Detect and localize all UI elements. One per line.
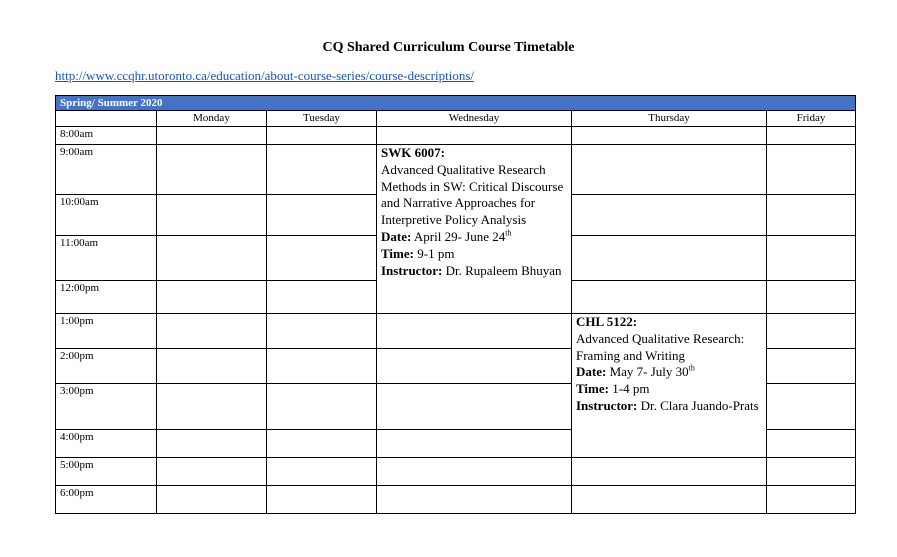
- slot-cell: [267, 195, 377, 236]
- course-name: Advanced Qualitative Research Methods in SW: Critical Discourse and Narrative Approaches for Interpretive Policy Analysis: [381, 161, 564, 228]
- instructor-label: Instructor:: [576, 397, 638, 413]
- time-label: 2:00pm: [56, 349, 157, 384]
- slot-cell: [572, 145, 767, 195]
- slot-cell: [157, 430, 267, 458]
- course-cell-swk6007: [377, 145, 572, 314]
- time-label: 4:00pm: [56, 430, 157, 458]
- time-label: 8:00am: [56, 127, 157, 145]
- course-cell-chl5122: [572, 314, 767, 458]
- slot-cell: [767, 281, 856, 314]
- time-label: 5:00pm: [56, 458, 157, 486]
- slot-cell: [267, 314, 377, 349]
- slot-cell: [157, 384, 267, 430]
- slot-cell: [767, 145, 856, 195]
- course-descriptions-link[interactable]: http://www.ccqhr.utoronto.ca/education/about-course-series/course-descriptions/: [55, 68, 475, 83]
- slot-cell: [767, 349, 856, 384]
- slot-cell: [767, 430, 856, 458]
- slot-cell: [767, 314, 856, 349]
- time-label: 9:00am: [56, 145, 157, 195]
- time-label: 12:00pm: [56, 281, 157, 314]
- slot-cell: [377, 486, 572, 514]
- instructor-value: Dr. Clara Juando-Prats: [640, 397, 759, 413]
- slot-cell: [572, 458, 767, 486]
- slot-cell: [767, 195, 856, 236]
- day-header-monday: Monday: [157, 111, 267, 127]
- date-suffix: th: [688, 364, 695, 374]
- corner-cell: [56, 111, 157, 127]
- slot-cell: [377, 349, 572, 384]
- slot-cell: [377, 430, 572, 458]
- date-suffix: th: [505, 228, 512, 238]
- slot-cell: [572, 236, 767, 281]
- day-header-friday: Friday: [767, 111, 856, 127]
- slot-cell: [157, 236, 267, 281]
- slot-cell: [572, 195, 767, 236]
- date-label: Date:: [576, 364, 607, 380]
- slot-cell: [267, 430, 377, 458]
- time-label: 6:00pm: [56, 486, 157, 514]
- time-label: Time:: [381, 245, 414, 261]
- slot-cell: [157, 281, 267, 314]
- time-label: 1:00pm: [56, 314, 157, 349]
- slot-cell: [267, 145, 377, 195]
- timetable: [55, 95, 856, 514]
- time-label: Time:: [576, 381, 609, 397]
- slot-cell: [767, 486, 856, 514]
- instructor-value: Dr. Rupaleem Bhuyan: [445, 262, 562, 278]
- date-value: May 7- July 30: [609, 364, 689, 380]
- slot-cell: [267, 384, 377, 430]
- slot-cell: [377, 384, 572, 430]
- slot-cell: [572, 127, 767, 145]
- slot-cell: [267, 236, 377, 281]
- time-row: [56, 145, 856, 195]
- time-value: 1-4 pm: [612, 381, 650, 397]
- slot-cell: [157, 127, 267, 145]
- time-label: 10:00am: [56, 195, 157, 236]
- slot-cell: [767, 127, 856, 145]
- day-header-tuesday: Tuesday: [267, 111, 377, 127]
- semester-row: [56, 96, 856, 111]
- time-row: [56, 458, 856, 486]
- slot-cell: [377, 458, 572, 486]
- day-header-row: [56, 111, 856, 127]
- slot-cell: [572, 281, 767, 314]
- slot-cell: [157, 145, 267, 195]
- day-header-thursday: Thursday: [572, 111, 767, 127]
- slot-cell: [157, 486, 267, 514]
- slot-cell: [157, 314, 267, 349]
- slot-cell: [267, 349, 377, 384]
- date-value: April 29- June 24: [413, 228, 506, 244]
- slot-cell: [267, 486, 377, 514]
- slot-cell: [767, 458, 856, 486]
- time-row: [56, 486, 856, 514]
- time-row: [56, 314, 856, 349]
- day-header-wednesday: Wednesday: [377, 111, 572, 127]
- slot-cell: [267, 127, 377, 145]
- document-title: CQ Shared Curriculum Course Timetable: [322, 40, 575, 55]
- time-row: [56, 127, 856, 145]
- slot-cell: [572, 486, 767, 514]
- date-label: Date:: [381, 228, 412, 244]
- instructor-label: Instructor:: [381, 262, 443, 278]
- course-code: CHL 5122:: [576, 314, 638, 329]
- slot-cell: [157, 195, 267, 236]
- semester-label: Spring/ Summer 2020: [56, 96, 856, 111]
- time-label: 11:00am: [56, 236, 157, 281]
- slot-cell: [767, 236, 856, 281]
- slot-cell: [267, 458, 377, 486]
- slot-cell: [767, 384, 856, 430]
- slot-cell: [157, 349, 267, 384]
- slot-cell: [267, 281, 377, 314]
- slot-cell: [157, 458, 267, 486]
- course-code: SWK 6007:: [381, 145, 445, 160]
- slot-cell: [377, 127, 572, 145]
- time-value: 9-1 pm: [417, 245, 455, 261]
- time-label: 3:00pm: [56, 384, 157, 430]
- slot-cell: [377, 314, 572, 349]
- course-name: Advanced Qualitative Research: Framing and Writing: [576, 330, 745, 363]
